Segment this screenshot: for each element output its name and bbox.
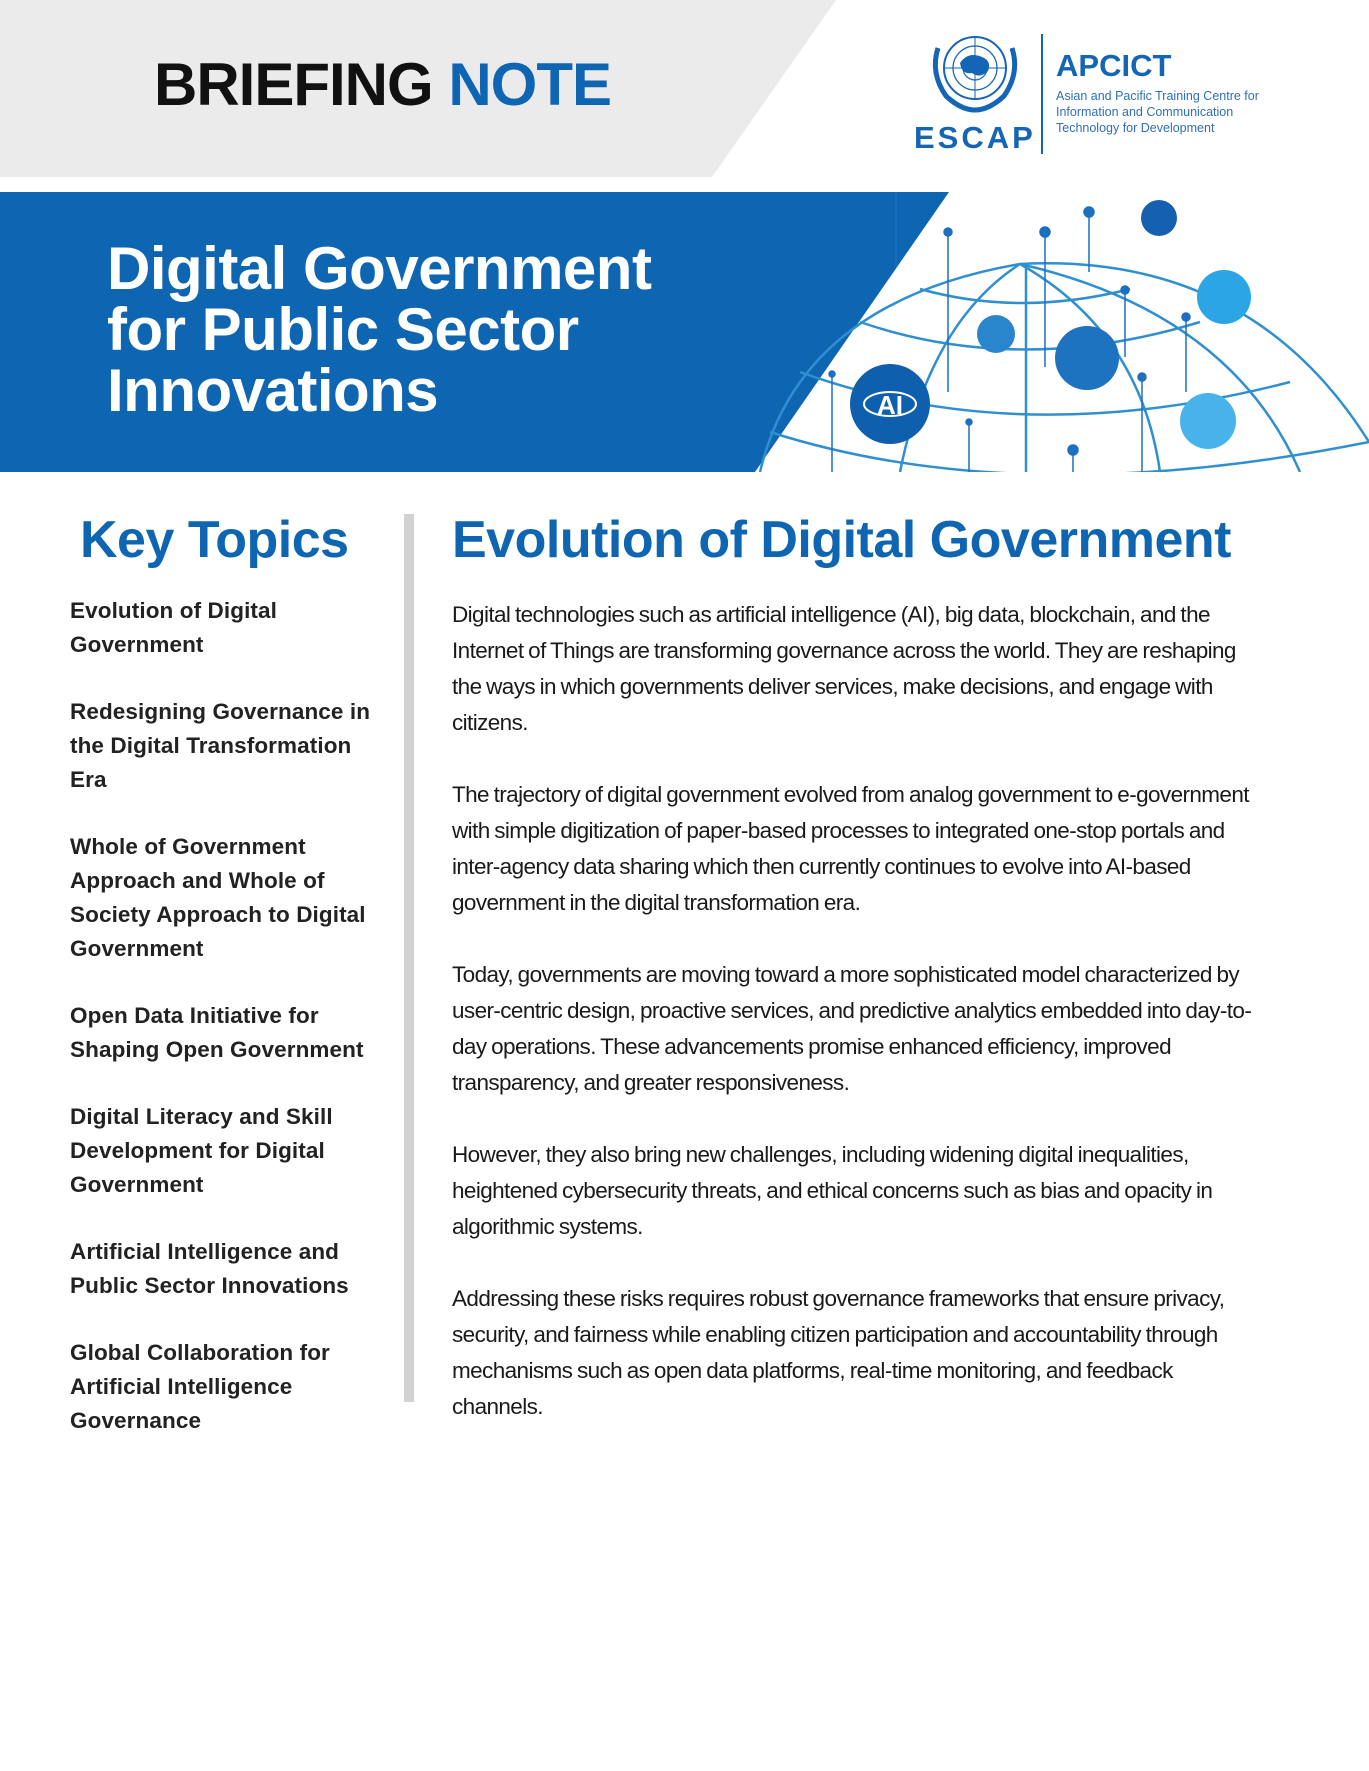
column-divider [404,514,414,1402]
paragraph: Addressing these risks requires robust governance frameworks that ensure privacy, security, and fairness while enabling citizen participation and accountability through mechanisms such as open data platforms, real-time monitoring, and feedback channels. [452,1286,1225,1419]
apcict-full-name: Asian and Pacific Training Centre for Information and Communication Technology for Development [1056,89,1259,135]
topic-item: Evolution of Digital Government [70,598,277,657]
topic-item: Artificial Intelligence and Public Sector Innovations [70,1239,349,1298]
paragraph: The trajectory of digital government evolved from analog government to e-government with simple digitization of paper-based processes to integrated one-stop portals and inter-agency data sharing which then currently continues to evolve into AI-based government in the digital transformation era. [452,782,1249,915]
paragraph: However, they also bring new challenges, including widening digital inequalities, heightened cybersecurity threats, and ethical concerns such as bias and opacity in algorithmic systems. [452,1142,1213,1239]
logo-divider [1041,34,1043,154]
section-heading: Evolution of Digital Government [452,511,1231,569]
title-line: for Public Sector [107,296,579,363]
escap-label: ESCAP [914,120,1036,155]
government-handshake-icon [1055,326,1119,390]
paragraph: Today, governments are moving toward a more sophisticated model characterized by user-centric design, proactive services, and predictive analytics embedded into day-to-day operations. These advancements promise enhanced efficiency, improved transparency, and greater responsiveness. [452,962,1252,1095]
apcict-label: APCICT [1056,48,1172,83]
escap-apcict-logo [912,28,1272,156]
svg-text:AI: AI [877,390,903,420]
briefing-word: BRIEFING [154,51,433,118]
hospital-building-icon [1197,270,1251,324]
briefing-note-title [154,50,611,119]
un-emblem-icon [920,28,1030,120]
topic-item: Open Data Initiative for Shaping Open Government [70,1003,364,1062]
topic-item: Redesigning Governance in the Digital Transformation Era [70,699,371,792]
header [0,0,1369,177]
title-line: Innovations [107,357,439,424]
lightbulb-gear-icon [977,315,1015,353]
topic-item: Whole of Government Approach and Whole of Society Approach to Digital Government [70,834,366,961]
topic-item: Global Collaboration for Artificial Intelligence Governance [70,1340,330,1433]
title-line: Digital Government [107,235,652,302]
mobile-app-icon [1141,200,1177,236]
title-banner [0,192,1369,472]
growth-chart-icon [1180,393,1236,449]
section-body [452,597,1252,1461]
document-title [107,235,727,424]
paragraph: Digital technologies such as artificial intelligence (AI), big data, blockchain, and the Internet of Things are transforming governance across the world. They are reshaping the ways in which governments deliver services, make decisions, and engage with citizens. [452,602,1236,735]
note-word: NOTE [448,51,612,118]
topic-item: Digital Literacy and Skill Development for Digital Government [70,1104,333,1197]
key-topics-list [70,594,385,1471]
key-topics-heading: Key Topics [80,511,349,569]
